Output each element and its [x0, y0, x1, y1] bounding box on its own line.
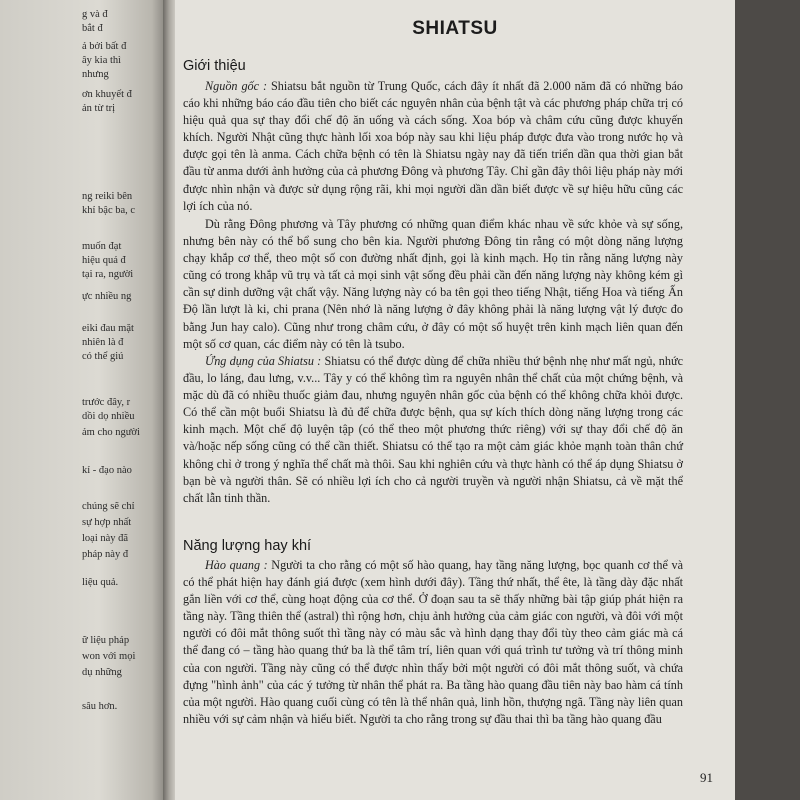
application-text	[183, 353, 683, 507]
background-edge	[735, 0, 800, 800]
left-page-fragment: trước đây, r	[82, 397, 131, 408]
left-page-fragment: chúng sẽ chỉ	[82, 501, 135, 512]
left-page-fragment: kỉ - đạo nào	[82, 465, 132, 476]
left-page-fragment: bắt đ	[82, 23, 103, 34]
right-page	[175, 0, 735, 800]
left-page-fragment: won với mọi	[82, 651, 136, 662]
left-page-fragment: sự hợp nhất	[82, 517, 132, 528]
lead-origin: Nguồn gốc :	[205, 79, 268, 93]
left-page-fragment: ực nhiều ng	[82, 291, 132, 302]
body-aura: Người ta cho rằng có một số hào quang, hay tầng năng lượng, bọc quanh cơ thể và có thể phát hiện hay đánh giá được (xem hình dưới đây). Tầng thứ nhất, thể ête, là tầng dày đặc nhất gắn liền với cơ thể, cùng hoạt động của cơ thể. Ở đoạn sau ta sẽ thấy những bài tập giúp phát hiện ra tầng này. Tầng thiên thể (astral) thì rộng hơn, chịu ảnh hưởng của cảm giác con người, và đôi với một người có đôi mắt thông suốt thì tầng này có màu sắc và hình dạng thay đổi tùy theo cảm giác mà cá thể đang có – tầng hào quang thứ ba là thể tâm trí, liên quan với quá trình tư tưởng và trí thông minh của con người. Tầng này cũng có thể được nhìn thấy bởi một người có đôi mắt thông suốt, và chứa đựng "hình ảnh" của các ý tưởng từ nhân thể phát ra. Ba tầng hào quang đầu tiên này bao hàm cá tính của một người. Hào quang cuối cùng có tên là thể nhân quả, linh hồn, thượng ngã. Tầng này liên quan nhiều với sự cảm nhận và hiểu biết. Người ta cho rằng trong sự đầu thai thì ba tầng hào quang đầu	[183, 558, 683, 726]
left-page-fragment: khỉ bậc ba, c	[82, 205, 136, 216]
left-page-fragment: loại này đã	[82, 533, 129, 544]
east-west-text	[183, 216, 683, 353]
left-page-fragment: g và đ	[82, 9, 108, 20]
left-page-fragment: ơn khuyết đ	[82, 89, 132, 100]
section-heading-energy: Năng lượng hay khí	[183, 538, 312, 554]
left-page-fragment: dụ những	[82, 667, 122, 678]
paragraph-aura	[183, 557, 683, 728]
left-page-fragment: ản từ trị	[82, 103, 116, 114]
page-number: 91	[700, 770, 713, 785]
page-title: SHIATSU	[412, 18, 498, 39]
left-page-fragment: hiệu quả đ	[82, 255, 126, 266]
body-application: Shiatsu có thể được dùng để chữa nhiều thứ bệnh nhẹ như mất ngủ, nhức đầu, lo láng, đau lưng, v.v... Tây y có thể không tìm ra nguyên nhân thể chất của một chứng bệnh, và mặc dù đã có nhiều thuốc giảm đau, nhưng nguyên nhân gốc của bệnh có thể không chữa khỏi được. Có thể cần một buổi Shiatsu là đủ để chữa được bệnh, qua sự kích thích dòng năng lượng trong các kinh mạch. Một chế độ luyện tập (có thể theo một phương thức riêng) với sự thay đổi chế độ ăn và/hoặc nếp sống cũng có thể cần thiết. Shiatsu có thể tạo ra một cảm giác khỏe mạnh toàn thân chứ không chỉ ở trong ý nghĩa thể chất mà thôi. Sau khi nghiên cứu và thực hành có thể áp dụng Shiatsu ở bạn bè và người thân. Sẽ có nhiều lợi ích cho cả người truyền và người nhận Shiatsu, cả về mặt thể chất lẫn tinh thần.	[183, 354, 684, 505]
left-page-fragment: sâu hơn.	[82, 701, 118, 712]
body-origin: Shiatsu bắt nguồn từ Trung Quốc, cách đây ít nhất đã 2.000 năm đã có những báo cáo khi những báo cáo đầu tiên cho biết các nguyên nhân của bệnh tật và các phương pháp chữa trị có hiệu quả qua sự thay đổi chế độ ăn uống và cách sống. Xoa bóp và châm cứu cũng được khuyến khích. Người Nhật cũng thực hành lối xoa bóp này sau khi liệu pháp được đưa vào trong nước họ và được gọi tên là anma. Cách chữa bệnh có tên là Shiatsu ngày nay đã tiến triển dần qua thời gian bắt đầu từ anma dưới ảnh hưởng của cả phương Đông và phương Tây. Chỉ gần đây thôi liệu pháp này mới được nhìn nhận và được sử dụng rộng rãi, khi mọi người dần dần biết được về sự hiệu hữu cũng các lợi ích của nó.	[183, 79, 683, 213]
left-page-fragment: tại ra, người	[82, 269, 134, 280]
left-page-fragment: nhiên là đ	[82, 337, 124, 348]
aura-text	[183, 557, 683, 728]
lead-aura: Hào quang :	[205, 558, 268, 572]
left-page-fragment: muốn đạt	[82, 241, 122, 252]
left-page-fragment: ảm cho người	[82, 427, 140, 438]
left-page-fragment: ả bởi bất đ	[82, 41, 127, 52]
left-page-fragment: dồi dọ nhiều	[82, 411, 135, 422]
left-page-fragment: nhưng	[82, 69, 109, 80]
paragraph-application	[183, 353, 683, 507]
left-page-fragment: ữ liệu pháp	[82, 635, 130, 646]
left-page-fragment: ây kia thì	[82, 55, 122, 66]
paragraph-origin	[183, 78, 683, 215]
left-page	[0, 0, 165, 800]
intro-text	[183, 78, 683, 215]
section-heading-intro: Giới thiệu	[183, 58, 246, 74]
left-page-fragment: liệu quả.	[82, 577, 119, 588]
left-page-fragment: ng reiki bên	[82, 191, 133, 202]
paragraph-east-west: Dù rằng Đông phương và Tây phương có những quan điểm khác nhau về sức khỏe và sự sống, nhưng bên này có thể bổ sung cho bên kia. Người phương Đông tin rằng có một dòng năng lượng chạy khắp cơ thể, theo một số con đường nhất định, gọi là kinh mạch. Họ tin rằng năng lượng này cũng có trong khắp vũ trụ và tất cả mọi sinh vật sống đều phải cần đến năng lượng này không kém gì cần sự dinh dưỡng vật chất vậy. Năng lượng này có ba tên gọi theo tiếng Nhật, tiếng Hoa và tiếng Ấn Độ lần lượt là ki, chi prana (Nên nhớ là năng lượng ở đây không phải là năng lượng vật lý được đo bằng Jun hay calo). Cũng như trong châm cứu, ở đây có một số huyệt trên kinh mạch liên quan đến một số cơ quan, các điểm này có tên là tsubo.	[183, 217, 683, 351]
left-page-fragment: eiki đau mặt	[82, 323, 134, 334]
left-page-fragment: pháp này đ	[82, 549, 129, 560]
lead-application: Ứng dụng của Shiatsu :	[205, 354, 322, 368]
left-page-fragment: có thể giú	[82, 351, 124, 362]
